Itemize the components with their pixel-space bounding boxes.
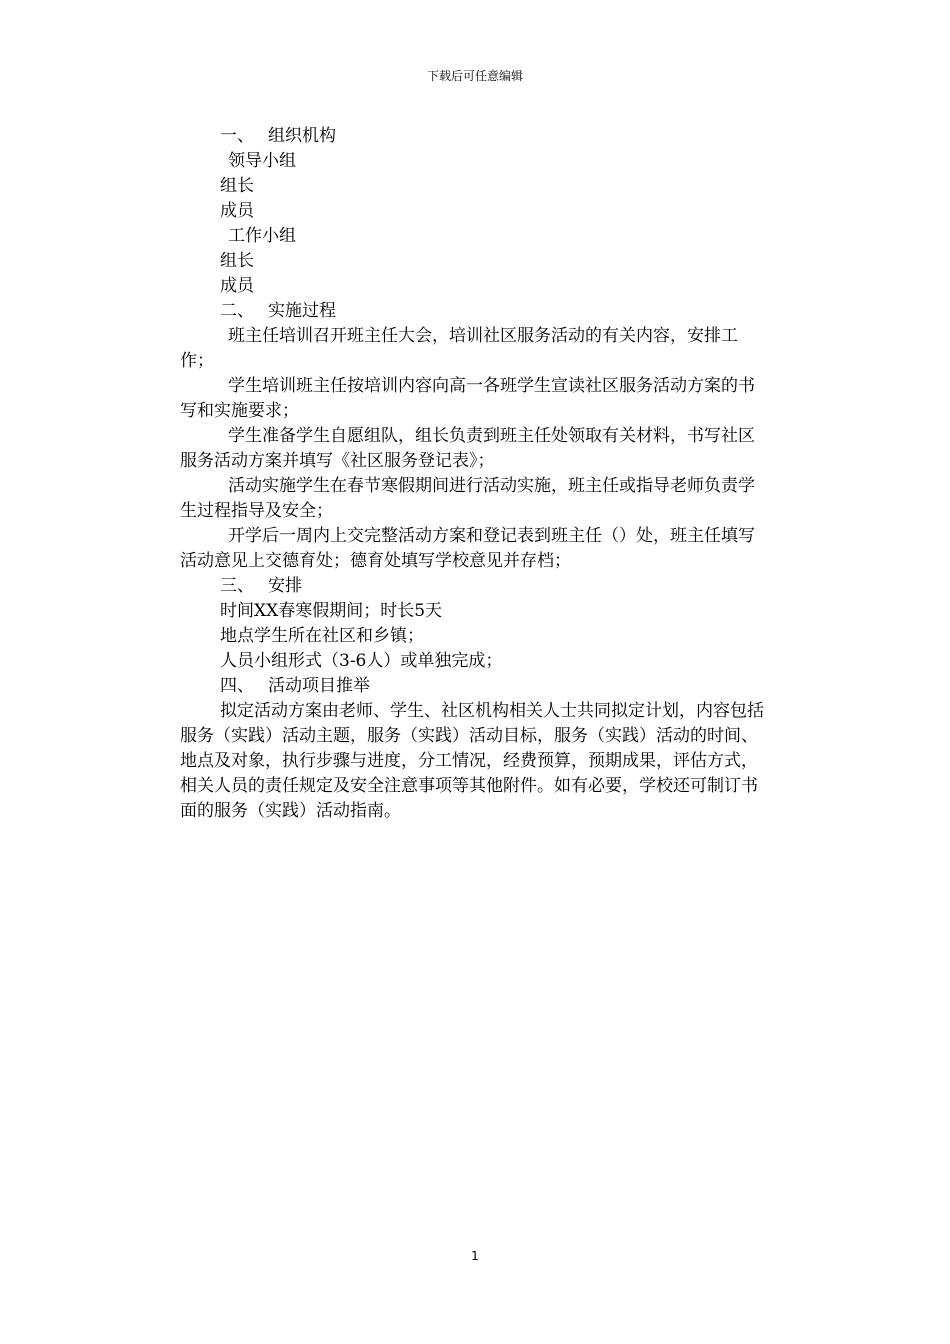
- paragraph-submission: 开学后一周内上交完整活动方案和登记表到班主任（）处，班主任填写活动意见上交德育处；德育处填写学校意见并存档；: [180, 526, 755, 571]
- paragraph-activity-plan: 拟定活动方案由老师、学生、社区机构相关人士共同拟定计划，内容包括服务（实践）活动主题，服务（实践）活动目标，服务（实践）活动的时间、地点及对象，执行步骤与进度，分工情况，经费预算，预期成果，评估方式，相关人员的责任规定及安全注意事项等其他附件。如有必要，学校还可制订书面的服务（实践）活动指南。: [180, 701, 764, 821]
- paragraph-student-preparation: 学生准备学生自愿组队，组长负责到班主任处领取有关材料，书写社区服务活动方案并填写《社区服务登记表》；: [180, 426, 755, 471]
- section-number: 四、: [220, 676, 254, 696]
- section-number: 三、: [220, 576, 254, 596]
- section-heading-3: [180, 574, 770, 599]
- leader-group-label: 领导小组: [228, 151, 296, 171]
- work-head-label: 组长: [220, 251, 254, 271]
- section-heading-2: [180, 299, 770, 324]
- schedule-people: 人员小组形式（3-6人）或单独完成；: [220, 651, 503, 671]
- leader-members-label: 成员: [220, 201, 254, 221]
- paragraph-teacher-training: 班主任培训召开班主任大会，培训社区服务活动的有关内容，安排工作；: [180, 326, 738, 371]
- section-heading-4: [180, 674, 770, 699]
- leader-head-label: 组长: [220, 176, 254, 196]
- section-title: 活动项目推举: [268, 676, 370, 696]
- paragraph-activity-implementation: 活动实施学生在春节寒假期间进行活动实施，班主任或指导老师负责学生过程指导及安全；: [180, 476, 755, 521]
- section-title: 实施过程: [268, 301, 336, 321]
- paragraph-student-training: 学生培训班主任按培训内容向高一各班学生宣读社区服务活动方案的书写和实施要求；: [180, 376, 755, 421]
- section-title: 安排: [268, 576, 302, 596]
- work-members-label: 成员: [220, 276, 254, 296]
- page-number: 1: [471, 1249, 479, 1263]
- section-number: 二、: [220, 301, 254, 321]
- section-heading-1: [180, 124, 770, 149]
- section-title: 组织机构: [268, 126, 336, 146]
- work-group-label: 工作小组: [228, 226, 296, 246]
- section-number: 一、: [220, 126, 254, 146]
- document-body: [180, 124, 770, 824]
- schedule-time: 时间XX春寒假期间；时长5天: [220, 601, 443, 621]
- page-header: 下载后可任意编辑: [426, 69, 523, 83]
- schedule-place: 地点学生所在社区和乡镇；: [220, 626, 424, 646]
